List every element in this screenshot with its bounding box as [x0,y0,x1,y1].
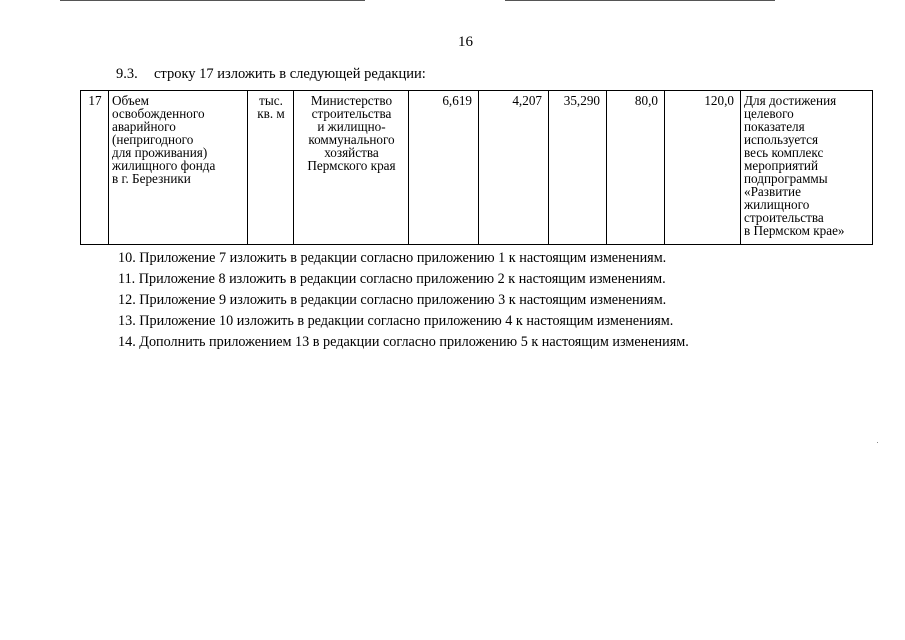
cell-text-line: хозяйства [324,145,379,160]
note-cell [741,91,873,245]
cell-text-line: тыс. [259,93,283,108]
paragraph-list [118,248,689,353]
cell-text-line: Пермского края [307,158,396,173]
cell-text-line: для проживания) [112,145,208,160]
section-number: 9.3. [116,66,138,82]
cell-text-line: мероприятий [744,158,819,173]
paragraph: 10. Приложение 7 изложить в редакции согласно приложению 1 к настоящим изменениям. [118,250,667,266]
cell-text-line: и жилищно- [317,119,386,134]
amendment-table [80,90,873,245]
scan-speck [877,442,878,443]
indicator-cell [109,91,248,245]
value-cell: 120,0 [665,91,741,245]
paragraph: 12. Приложение 9 изложить в редакции согласно приложению 3 к настоящим изменениям. [118,292,667,308]
cell-text-line: жилищного фонда [112,158,216,173]
cell-text-line: используется [744,132,819,147]
cell-text-line: подпрограммы [744,171,828,186]
paragraph: 13. Приложение 10 изложить в редакции согласно приложению 4 к настоящим изменениям. [118,313,674,329]
unit-cell [248,91,294,245]
cell-text-line: жилищного [744,197,810,212]
cell-text-line: показателя [744,119,805,134]
paragraph: 14. Дополнить приложением 13 в редакции согласно приложению 5 к настоящим изменениям. [118,334,689,350]
value-cell: 35,290 [549,91,607,245]
cell-text-line: «Развитие [744,184,801,199]
cell-text-line: целевого [744,106,794,121]
cell-text-line: весь комплекс [744,145,824,160]
row-number-cell: 17 [81,91,109,245]
cell-text-line: (непригодного [112,132,194,147]
scan-edge-line [505,0,775,1]
value-cell: 4,207 [479,91,549,245]
cell-text-line: аварийного [112,119,176,134]
cell-text-line: кв. м [257,106,285,121]
cell-text-line: в г. Березники [112,171,191,186]
cell-text-line: строительства [311,106,392,121]
page-number: 16 [458,34,473,50]
table-row [81,91,873,245]
cell-text-line: в Пермском крае» [744,223,845,238]
executor-cell [294,91,409,245]
paragraph: 11. Приложение 8 изложить в редакции согласно приложению 2 к настоящим изменениям. [118,271,666,287]
section-heading [116,66,426,83]
value-cell: 80,0 [607,91,665,245]
cell-text-line: строительства [744,210,824,225]
value-cell: 6,619 [409,91,479,245]
cell-text-line: Для достижения [744,93,837,108]
scan-edge-line [60,0,365,1]
cell-text-line: коммунального [308,132,395,147]
section-text: строку 17 изложить в следующей редакции: [154,66,426,82]
cell-text-line: Объем [112,93,149,108]
cell-text-line: освобожденного [112,106,205,121]
cell-text-line: Министерство [310,93,393,108]
